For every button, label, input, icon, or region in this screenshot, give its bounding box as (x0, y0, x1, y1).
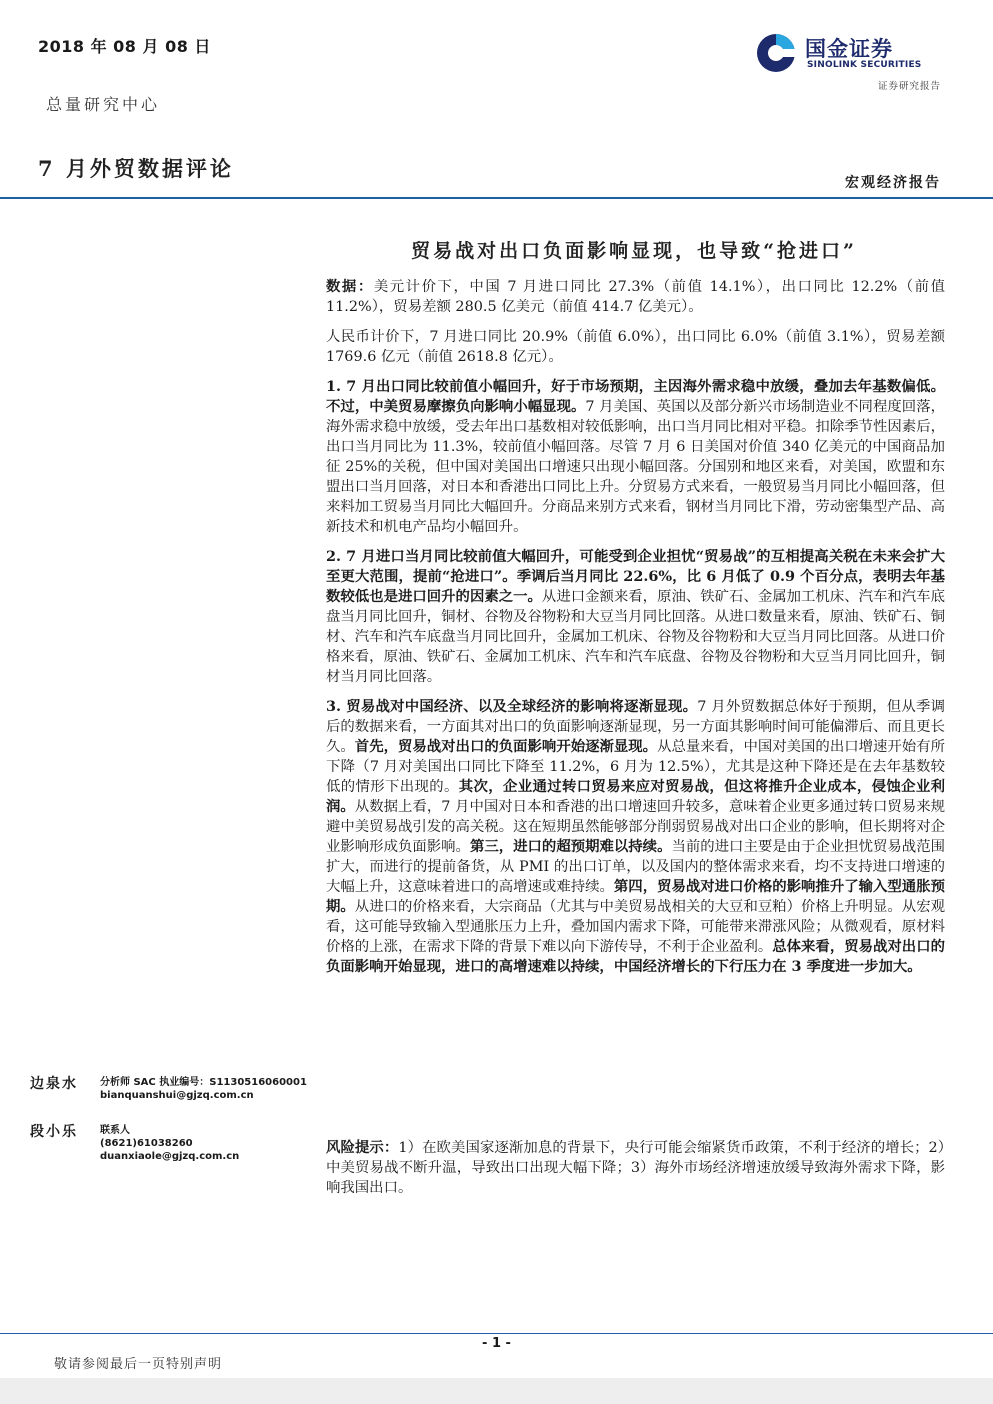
analyst-info (100, 1076, 307, 1102)
point-2-paragraph (326, 547, 945, 687)
point-2-text: 从进口金额来看，原油、铁矿石、金属加工机床、汽车和汽车底盘当月同比回升，铜材、谷物及谷物粉和大豆当月同比回落。从进口数量来看，原油、铁矿石、铜材、汽车和汽车底盘当月同比回升，金属加工机床、谷物及谷物粉和大豆当月同比回落。从进口价格来看，原油、铁矿石、金属加工机床、汽车和汽车底盘、谷物及谷物粉和大豆当月同比回升，铜材当月同比回落。 (326, 589, 945, 685)
report-headline: 贸易战对出口负面影响显现，也导致“抢进口” (411, 240, 857, 262)
analyst-name: 边泉水 (30, 1076, 78, 1092)
logo-subtitle: 证券研究报告 (877, 81, 941, 92)
header-divider (0, 197, 993, 199)
point-3-text-3: 从数据上看，7 月中国对日本和香港的出口增速回升较多，意味着企业更多通过转口贸易来规避中美贸易战引发的高关税。这在短期虽然能够部分削弱贸易战对出口企业的影响，但长期将对企业影响形成负面影响。 (326, 799, 945, 855)
contact-role: 联系人 (100, 1125, 130, 1136)
risk-section (326, 1138, 945, 1198)
point-3-text-1: 7 月外贸数据总体好于预期，但从季调后的数据来看，一方面其对出口的负面影响逐渐显现，另一方面其影响时间可能偏滞后、而且更长久。 (326, 699, 945, 755)
point-3-bold-5: 第四，贸易战对进口价格的影响推升了输入型通胀预期。 (326, 878, 945, 915)
report-body (326, 277, 945, 987)
point-3-text-5: 从进口的价格来看，大宗商品（尤其与中美贸易战相关的大豆和豆粕）价格上升明显。从宏观看，这可能导致输入型通胀压力上升，叠加国内需求下降，可能带来滞涨风险；从微观看，原材料价格的上涨，在需求下降的背景下难以向下游传导，不利于企业盈利。 (326, 899, 945, 955)
point-3-bold-1: 3. 贸易战对中国经济、以及全球经济的影响将逐渐显现。 (326, 698, 698, 715)
point-3-paragraph (326, 697, 945, 977)
point-3-bold-3: 其次，企业通过转口贸易来应对贸易战，但这将推升企业成本，侵蚀企业利润。 (326, 778, 945, 815)
report-type: 宏观经济报告 (845, 175, 941, 191)
disclaimer-note: 敬请参阅最后一页特别声明 (54, 1357, 223, 1372)
research-center-name: 总量研究中心 (46, 95, 161, 114)
report-date: 2018 年 08 月 08 日 (38, 37, 211, 56)
contact-name: 段小乐 (30, 1124, 78, 1140)
point-3-bold-6: 总体来看，贸易战对出口的负面影响开始显现，进口的高增速难以持续，中国经济增长的下行压力在 3 季度进一步加大。 (326, 938, 945, 975)
risk-label: 风险提示： (326, 1139, 399, 1156)
contact-info (100, 1124, 239, 1163)
point-3-bold-2: 首先，贸易战对出口的负面影响开始逐渐显现。 (354, 738, 658, 755)
data-usd-paragraph (326, 277, 945, 317)
point-1-bold: 1. 7 月出口同比较前值小幅回升，好于市场预期，主因海外需求稳中放缓，叠加去年基数偏低。不过，中美贸易摩擦负向影响小幅显现。 (326, 378, 945, 415)
data-usd-text: 美元计价下，中国 7 月进口同比 27.3%（前值 14.1%），出口同比 12.2%（前值 11.2%），贸易差额 280.5 亿美元（前值 414.7 亿美元）。 (326, 279, 945, 315)
contact-email[interactable]: duanxiaole@gjzq.com.cn (100, 1151, 240, 1162)
point-3-bold-4: 第三，进口的超预期难以持续。 (469, 838, 672, 855)
data-label: 数据： (326, 278, 374, 295)
data-rmb-paragraph: 人民币计价下，7 月进口同比 20.9%（前值 6.0%），出口同比 6.0%（前值 3.1%），贸易差额 1769.6 亿元（前值 2618.8 亿元）。 (326, 329, 945, 365)
analyst-cert: 分析师 SAC 执业编号：S1130516060001 (100, 1077, 307, 1088)
company-logo (755, 32, 945, 76)
logo-name-cn: 国金证券 (805, 37, 893, 61)
logo-name-en: SINOLINK SECURITIES (807, 60, 922, 70)
point-1-paragraph (326, 377, 945, 537)
footer-band (0, 1378, 993, 1404)
point-2-bold: 2. 7 月进口当月同比较前值大幅回升，可能受到企业担忧“贸易战”的互相提高关税在未来会扩大至更大范围，提前“抢进口”。季调后当月同比 22.6%，比 6 月低了 0.9 个百分点，表明去年基数较低也是进口回升的因素之一。 (326, 548, 945, 605)
page-number: - 1 - (482, 1336, 511, 1351)
point-3-text-2: 从总量来看，中国对美国的出口增速开始有所下降（7 月对美国出口同比下降至 11.2%，6 月为 12.5%），尤其是这种下降还是在去年基数较低的情形下出现的。 (326, 739, 945, 795)
risk-paragraph (326, 1138, 945, 1198)
footer-divider (0, 1333, 993, 1334)
point-1-text: 7 月美国、英国以及部分新兴市场制造业不同程度回落，海外需求稳中放缓，受去年出口基数相对较低影响，出口当月同比相对平稳。扣除季节性因素后，出口当月同比为 11.3%，较前值小幅回落。尽管 7 月 6 日美国对价值 340 亿美元的中国商品加征 25%的关税，但中国对美国出口增速只出现小幅回落。分国别和地区来看，对美国，欧盟和东盟出口当月回落，对日本和香港出口同比上升。分贸易方式来看，一般贸易当月同比小幅回落，但来料加工贸易当月同比大幅回升。分商品来别方式来看，钢材当月同比下滑，劳动密集型产品、高新技术和机电产品均小幅回升。 (326, 399, 945, 535)
report-title: 7 月外贸数据评论 (38, 156, 234, 181)
contact-phone: (8621)61038260 (100, 1138, 193, 1149)
point-3-text-4: 当前的进口主要是由于企业担忧贸易战范围扩大，而进行的提前备货，从 PMI 的出口订单，以及国内的整体需求来看，均不支持进口增速的大幅上升，这意味着进口的高增速或难持续。 (326, 839, 945, 895)
analyst-email[interactable]: bianquanshui@gjzq.com.cn (100, 1090, 254, 1101)
risk-text: 1）在欧美国家逐渐加息的背景下，央行可能会缩紧货币政策，不利于经济的增长；2）中美贸易战不断升温，导致出口出现大幅下降；3）海外市场经济增速放缓导致海外需求下降，影响我国出口。 (326, 1140, 945, 1196)
sinolink-logo-icon (755, 32, 797, 74)
